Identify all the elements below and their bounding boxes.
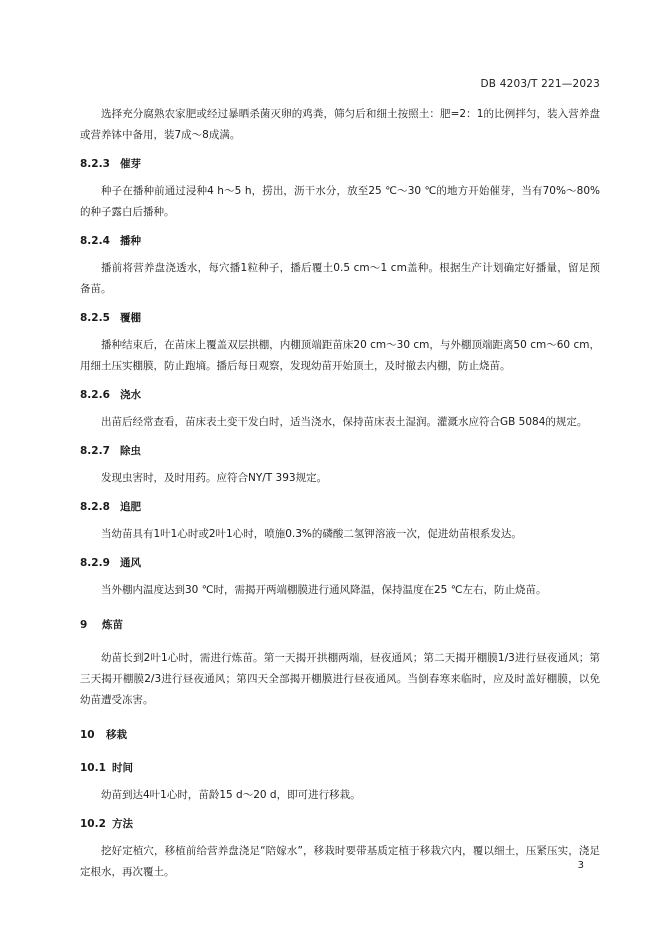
section-number: 8.2.5 (80, 312, 110, 324)
section-10-2-heading (80, 814, 600, 835)
intro-paragraph: 选择充分腐熟农家肥或经过暴晒杀菌灭卵的鸡粪，筛匀后和细土按照土：肥=2：1的比例拌匀，装入营养盘或营养钵中备用，装7成～8成满。 (80, 108, 600, 141)
page-header: DB 4203/T 221—2023 (480, 78, 600, 90)
section-number: 10.1 (80, 762, 106, 774)
section-title: 时间 (112, 762, 133, 774)
section-8-2-3-text: 种子在播种前通过浸种4 h～5 h，捞出，沥干水分，放至25 ℃～30 ℃的地方开始催芽，当有70%～80%的种子露白后播种。 (80, 185, 600, 218)
section-8-2-8-text: 当幼苗具有1叶1心时或2叶1心时，喷施0.3%的磷酸二氢钾溶液一次，促进幼苗根系发达。 (101, 528, 522, 540)
section-number: 8.2.8 (80, 501, 110, 513)
section-8-2-4-text: 播前将营养盘浇透水，每穴播1粒种子，播后覆土0.5 cm～1 cm盖种。根据生产计划确定好播量，留足预备苗。 (80, 262, 600, 295)
section-number: 8.2.4 (80, 235, 110, 247)
section-title: 追肥 (120, 501, 141, 513)
page-number: 3 (577, 860, 584, 871)
section-8-2-3-heading (80, 154, 600, 175)
section-number: 8.2.3 (80, 158, 110, 170)
section-9-text: 幼苗长到2叶1心时，需进行炼苗。第一天揭开拱棚两端，昼夜通风；第二天揭开棚膜1/3进行昼夜通风；第三天揭开棚膜2/3进行昼夜通风；第四天全部揭开棚膜进行昼夜通风。当倒春寒来临时，应及时盖好棚膜，以免幼苗遭受冻害。 (80, 652, 600, 706)
section-10-1-heading (80, 758, 600, 779)
section-title: 浇水 (120, 389, 141, 401)
section-title: 催芽 (120, 158, 141, 170)
section-number: 8.2.6 (80, 389, 110, 401)
section-title: 方法 (112, 818, 133, 830)
section-10-1-text: 幼苗到达4叶1心时，苗龄15 d～20 d，即可进行移栽。 (101, 789, 361, 801)
section-number: 8.2.9 (80, 557, 110, 569)
section-number: 10 (80, 729, 95, 741)
section-8-2-7-text: 发现虫害时，及时用药。应符合NY/T 393规定。 (101, 472, 328, 484)
section-8-2-5-text: 播种结束后，在苗床上覆盖双层拱棚，内棚顶端距苗床20 cm～30 cm，与外棚顶端距离50 cm～60 cm，用细土压实棚膜，防止跑墒。播后每日观察，发现幼苗开始顶土，及时撤去内棚，防止烧苗。 (80, 339, 600, 372)
section-title: 覆棚 (120, 312, 141, 324)
section-8-2-9-text: 当外棚内温度达到30 ℃时，需揭开两端棚膜进行通风降温，保持温度在25 ℃左右，防止烧苗。 (101, 584, 547, 596)
section-title: 通风 (120, 557, 141, 569)
section-title: 除虫 (120, 445, 141, 457)
section-title: 播种 (120, 235, 141, 247)
section-8-2-9-heading (80, 553, 600, 574)
section-8-2-5-heading (80, 308, 600, 329)
section-9-heading (80, 615, 600, 636)
section-8-2-7-heading (80, 441, 600, 462)
section-number: 10.2 (80, 818, 106, 830)
section-number: 9 (80, 619, 88, 631)
section-10-2-text: 挖好定植穴，移植前给营养盘浇足“陪嫁水”，移栽时要带基质定植于移栽穴内，覆以细土，压紧压实，浇足定根水，再次覆土。 (80, 845, 600, 878)
section-8-2-8-heading (80, 497, 600, 518)
section-8-2-6-text: 出苗后经常查看，苗床表土变干发白时，适当浇水，保持苗床表土湿润。灌溉水应符合GB 5084的规定。 (101, 416, 588, 428)
section-number: 8.2.7 (80, 445, 110, 457)
section-title: 移栽 (106, 729, 127, 741)
section-8-2-6-heading (80, 385, 600, 406)
section-8-2-4-heading (80, 231, 600, 252)
document-body (80, 104, 600, 883)
section-title: 炼苗 (102, 619, 123, 631)
section-10-heading (80, 725, 600, 746)
